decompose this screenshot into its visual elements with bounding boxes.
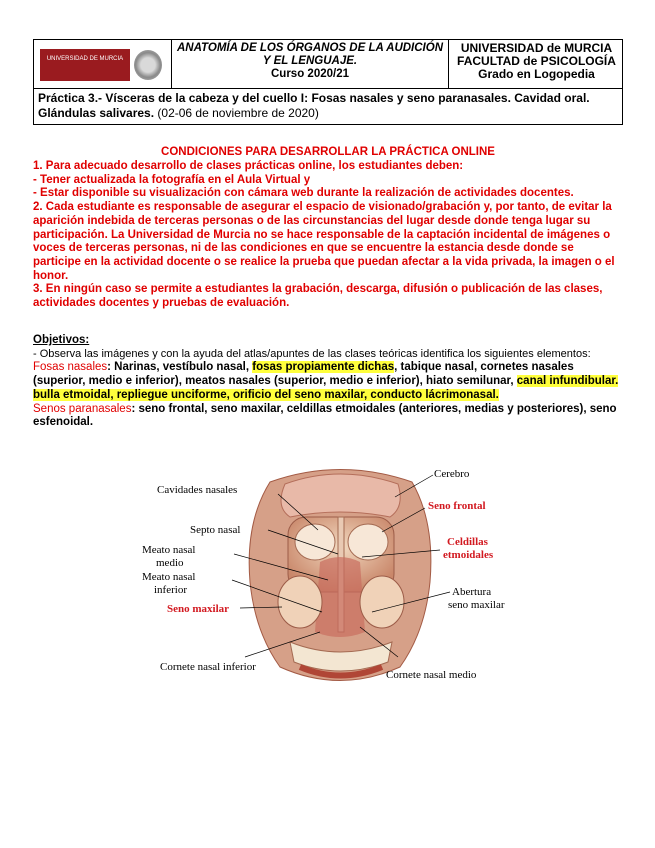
label-cerebro: Cerebro [434, 468, 470, 480]
condition-line: - Tener actualizada la fotografía en el Aula Virtual y [33, 173, 311, 186]
header-table [33, 39, 623, 125]
label-etmoidales: etmoidales [443, 549, 494, 561]
logo-cell [34, 40, 172, 88]
label-cavidades: Cavidades nasales [157, 484, 238, 496]
label-meato-medio-2: medio [156, 557, 184, 569]
conditions-body [33, 160, 623, 311]
condition-line: 2. Cada estudiante es responsable de asegurar el espacio de visionado/grabación y, por tanto, de evitar la aparición indebida de terceras personas o de las circunstancias del lugar desde donde tenga lugar su participación. La Universidad de Murcia no se hace responsable de la captación incidental de imágenes o voces de terceras personas, ni de las condiciones en que se encuentre la estancia desde donde se participe en la actividad docente o se realice la prueba que puedan afectar a la vida privada, la imagen o el honor. [33, 201, 615, 282]
label-cornete-inf: Cornete nasal inferior [160, 661, 256, 673]
course-year: Curso 2020/21 [271, 68, 349, 80]
label-celdillas: Celdillas [447, 536, 488, 548]
label-meato-medio-1: Meato nasal [142, 544, 196, 556]
label-abertura-1: Abertura [452, 586, 492, 598]
label-meato-inf-2: inferior [154, 584, 187, 596]
practice-dates: (02-06 de noviembre de 2020) [157, 106, 319, 120]
objectives-section [33, 334, 623, 430]
university-cell [449, 40, 624, 88]
fosas-paragraph [33, 361, 623, 402]
fosas-text-b: , tabique nasal, cornetes nasales (superior, medio e inferior), meatos nasales (superior, medio e inferior), hiato semilunar, [33, 361, 574, 388]
faculty-name: FACULTAD de PSICOLOGÍA [457, 54, 616, 68]
objectives-intro: - Observa las imágenes y con la ayuda del atlas/apuntes de las clases teóricas identifica los siguientes elementos: [33, 347, 591, 360]
fosas-label: Fosas nasales [33, 361, 108, 374]
label-cornete-medio: Cornete nasal medio [386, 669, 477, 681]
practice-title: Práctica 3.- Vísceras de la cabeza y del cuello I: Fosas nasales y seno paranasales. Cavidad oral. Glándulas salivares. [38, 91, 590, 120]
label-seno-maxilar: Seno maxilar [167, 603, 230, 615]
senos-paragraph [33, 403, 623, 430]
senos-text: : seno frontal, seno maxilar, celdillas etmoidales (anteriores, medias y posteriores), seno esfenoidal. [33, 402, 617, 429]
seal-icon [134, 50, 162, 80]
practice-row [34, 88, 622, 125]
degree-name: Grado en Logopedia [478, 67, 595, 81]
conditions-heading: CONDICIONES PARA DESARROLLAR LA PRÁCTICA ONLINE [161, 146, 495, 158]
label-meato-inf-1: Meato nasal [142, 571, 196, 583]
course-title: ANATOMÍA DE LOS ÓRGANOS DE LA AUDICIÓN Y EL LENGUAJE. [177, 42, 443, 67]
university-logo [40, 49, 164, 81]
label-septo: Septo nasal [190, 524, 241, 536]
anatomy-figure [142, 462, 530, 692]
fosas-highlight-2: canal infundibular. bulla etmoidal, repliegue unciforme, orificio del seno maxilar, conducto lácrimonasal. [33, 375, 619, 401]
university-name: UNIVERSIDAD de MURCIA [460, 41, 613, 55]
skull-illustration [150, 462, 530, 692]
fosas-text-a: : Narinas, vestíbulo nasal, [107, 361, 253, 374]
condition-line: 3. En ningún caso se permite a estudiantes la grabación, descarga, difusión o publicación de las clases, actividades docentes y pruebas de evaluación. [33, 283, 603, 310]
condition-line: - Estar disponible su visualización con cámara web durante la realización de actividades docentes. [33, 187, 574, 200]
label-abertura-2: seno maxilar [448, 599, 505, 611]
logo-text: UNIVERSIDAD DE MURCIA [40, 49, 130, 81]
course-cell [172, 40, 449, 88]
fosas-highlight-1: fosas propiamente dichas [252, 361, 395, 374]
label-seno-frontal: Seno frontal [428, 500, 486, 512]
senos-label: Senos paranasales [33, 402, 132, 415]
objectives-heading: Objetivos: [33, 334, 90, 346]
condition-line: 1. Para adecuado desarrollo de clases prácticas online, los estudiantes deben: [33, 160, 464, 172]
